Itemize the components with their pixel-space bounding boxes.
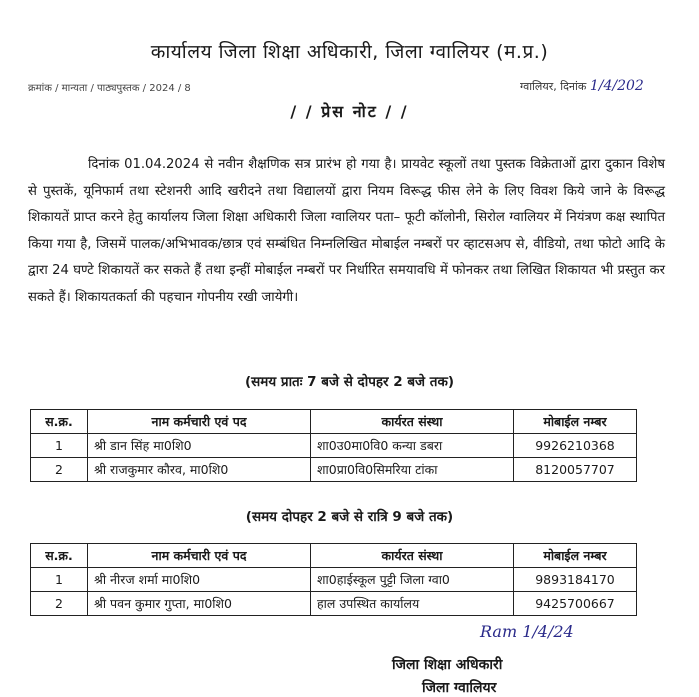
letter-date <box>520 78 644 94</box>
handwritten-signature: Ram 1/4/24 <box>480 622 574 641</box>
cell-mobile: 9893184170 <box>514 568 637 592</box>
press-note-heading: / / प्रेस नोट / / <box>290 102 409 121</box>
col-name: नाम कर्मचारी एवं पद <box>88 410 311 434</box>
table-row <box>31 434 637 458</box>
cell-name: श्री डान सिंह मा0शि0 <box>88 434 311 458</box>
col-sno: स.क्र. <box>31 544 88 568</box>
slot1-table <box>30 409 637 482</box>
officer-district: जिला ग्वालियर <box>422 680 497 696</box>
body-text: दिनांक 01.04.2024 से नवीन शैक्षणिक सत्र प्रारंभ हो गया है। प्रायवेट स्कूलों तथा पुस्तक विक्रेताओं द्वारा दुकान विशेष से पुस्तकें, यूनिफार्म तथा स्टेशनरी आदि खरीदने तथा विद्यालयों द्वारा नियम विरूद्ध फीस लेने के लिए विवश किये जाने के विरूद्ध शिकायतें प्राप्त करने हेतु कार्यालय जिला शिक्षा अधिकारी जिला ग्वालियर पता– फूटी कॉलोनी, सिरोल ग्वालियर में नियंत्रण कक्ष स्थापित किया गया है, जिसमें पालक/अभिभावक/छात्र एवं सम्बंधित निम्नलिखित मोबाईल नम्बरों पर व्हाटसअप से, वीडियो, तथा फोटो आदि के द्वारा 24 घण्टे शिकायतें कर सकते हैं तथा इन्हीं मोबाईल नम्बरों पर निर्धारित समयावधि में फोनकर तथा लिखित शिकायत भी प्रस्तुत कर सकते हैं। शिकायतकर्ता की पहचान गोपनीय रखी जायेगी। <box>28 157 665 305</box>
col-sno: स.क्र. <box>31 410 88 434</box>
cell-org: शा0उ0मा0वि0 कन्या डबरा <box>311 434 514 458</box>
reference-number: क्रमांक / मान्यता / पाठ्यपुस्तक / 2024 / 8 <box>28 83 191 94</box>
date-label: ग्वालियर, दिनांक <box>520 80 587 93</box>
cell-name: श्री पवन कुमार गुप्ता, मा0शि0 <box>88 592 311 616</box>
table-row <box>31 458 637 482</box>
slot2-table <box>30 543 637 616</box>
table-header-row <box>31 410 637 434</box>
col-name: नाम कर्मचारी एवं पद <box>88 544 311 568</box>
col-org: कार्यरत संस्था <box>311 410 514 434</box>
slot1-heading: (समय प्रातः 7 बजे से दोपहर 2 बजे तक) <box>244 374 455 390</box>
cell-mobile: 9425700667 <box>514 592 637 616</box>
body-paragraph <box>28 152 665 311</box>
cell-sno: 1 <box>31 434 88 458</box>
office-title: कार्यालय जिला शिक्षा अधिकारी, जिला ग्वालियर (म.प्र.) <box>150 41 549 63</box>
cell-org: हाल उपस्थित कार्यालय <box>311 592 514 616</box>
table-row <box>31 592 637 616</box>
col-org: कार्यरत संस्था <box>311 544 514 568</box>
cell-org: शा0प्रा0वि0सिमरिया टांका <box>311 458 514 482</box>
officer-designation: जिला शिक्षा अधिकारी <box>392 657 503 673</box>
cell-sno: 1 <box>31 568 88 592</box>
cell-mobile: 8120057707 <box>514 458 637 482</box>
cell-mobile: 9926210368 <box>514 434 637 458</box>
cell-sno: 2 <box>31 458 88 482</box>
cell-name: श्री नीरज शर्मा मा0शि0 <box>88 568 311 592</box>
cell-sno: 2 <box>31 592 88 616</box>
table-row <box>31 568 637 592</box>
cell-org: शा0हाईस्कूल पुट्टी जिला ग्वा0 <box>311 568 514 592</box>
col-mobile: मोबाईल नम्बर <box>514 544 637 568</box>
cell-name: श्री राजकुमार कौरव, मा0शि0 <box>88 458 311 482</box>
slot2-heading: (समय दोपहर 2 बजे से रात्रि 9 बजे तक) <box>245 509 454 525</box>
handwritten-date: 1/4/202 <box>589 78 644 94</box>
col-mobile: मोबाईल नम्बर <box>514 410 637 434</box>
table-header-row <box>31 544 637 568</box>
